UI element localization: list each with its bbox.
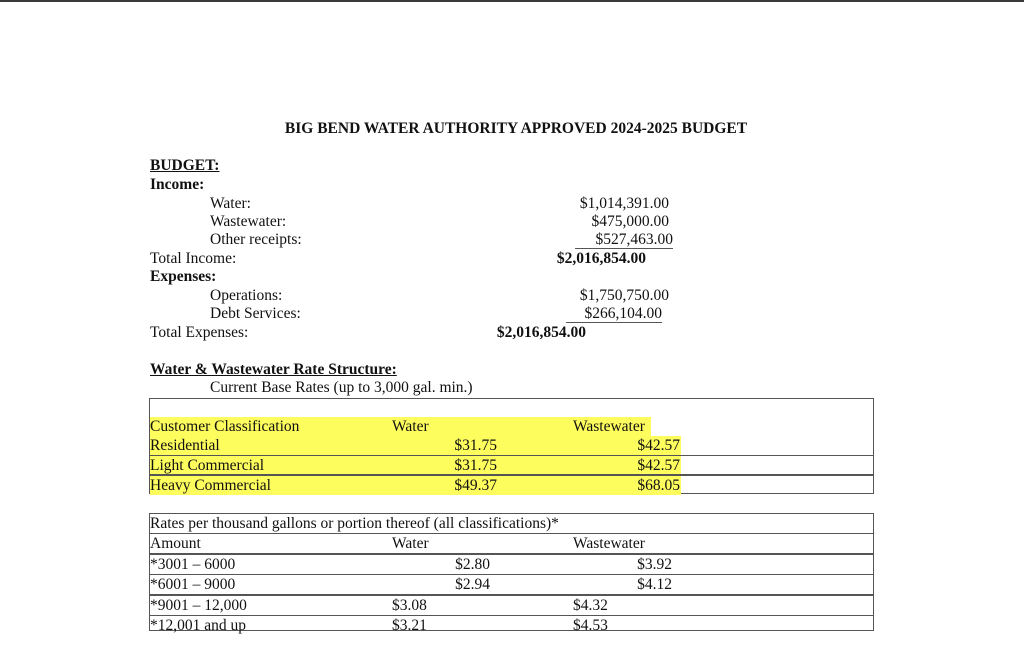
per-thousand-caption-row	[150, 514, 873, 533]
rate-structure-heading: Water & Wastewater Rate Structure:	[150, 361, 397, 378]
water-rate-cell: $3.08	[392, 597, 427, 614]
water-rate-cell: $31.75	[454, 437, 497, 454]
budget-heading: BUDGET:	[150, 157, 220, 174]
total-expenses-amount: $2,016,854.00	[496, 324, 586, 341]
base-rates-header-row	[150, 417, 873, 436]
amount-cell: *6001 – 9000	[150, 576, 236, 593]
water-rate-cell: $49.37	[454, 477, 497, 494]
page-top-border	[0, 0, 1024, 2]
water-rate-cell: $3.21	[392, 617, 427, 634]
income-wastewater-amount: $475,000.00	[591, 213, 669, 230]
header-customer-classification: Customer Classification	[150, 418, 300, 435]
water-rate-cell: $2.94	[455, 576, 490, 593]
header-amount: Amount	[150, 535, 201, 552]
total-expenses-label: Total Expenses:	[150, 324, 249, 341]
classification-cell: Residential	[150, 437, 220, 454]
per-thousand-rates-table	[149, 513, 874, 634]
income-wastewater-label: Wastewater:	[210, 213, 287, 230]
amount-cell: *3001 – 6000	[150, 556, 236, 573]
income-water-label: Water:	[210, 195, 251, 212]
table-row	[150, 436, 873, 455]
expense-operations-amount: $1,750,750.00	[579, 287, 669, 304]
wastewater-rate-cell: $4.12	[637, 576, 672, 593]
header-wastewater: Wastewater	[573, 535, 645, 552]
expense-debt-label: Debt Services:	[210, 305, 301, 322]
water-rate-cell: $31.75	[454, 457, 497, 474]
classification-cell: Heavy Commercial	[150, 477, 271, 494]
base-rates-table	[149, 398, 874, 494]
amount-cell: *12,001 and up	[150, 617, 247, 634]
wastewater-rate-cell: $42.57	[637, 437, 680, 454]
wastewater-rate-cell: $42.57	[637, 457, 680, 474]
total-income-amount: $2,016,854.00	[556, 250, 646, 267]
base-rates-subheading: Current Base Rates (up to 3,000 gal. min.)	[210, 379, 473, 396]
wastewater-rate-cell: $4.53	[573, 617, 608, 634]
water-rate-cell: $2.80	[455, 556, 490, 573]
header-water: Water	[392, 418, 429, 435]
table-row	[150, 456, 873, 475]
table-row	[150, 476, 873, 495]
income-other-label: Other receipts:	[210, 231, 302, 248]
header-water: Water	[392, 535, 429, 552]
wastewater-rate-cell: $4.32	[573, 597, 608, 614]
per-thousand-header-row	[150, 534, 873, 553]
document-title: BIG BEND WATER AUTHORITY APPROVED 2024-2025 BUDGET	[284, 120, 748, 137]
table-row	[150, 575, 873, 594]
table-row	[150, 555, 873, 574]
wastewater-rate-cell: $68.05	[637, 477, 680, 494]
per-thousand-caption: Rates per thousand gallons or portion thereof (all classifications)*	[150, 515, 559, 532]
classification-cell: Light Commercial	[150, 457, 265, 474]
income-heading: Income:	[150, 176, 205, 193]
expense-operations-label: Operations:	[210, 287, 283, 304]
amount-cell: *9001 – 12,000	[150, 597, 247, 614]
expenses-heading: Expenses:	[150, 268, 217, 285]
header-wastewater: Wastewater	[573, 418, 645, 435]
total-income-label: Total Income:	[150, 250, 237, 267]
income-water-amount: $1,014,391.00	[579, 195, 669, 212]
income-other-amount: $527,463.00	[575, 231, 673, 249]
expense-debt-amount: $266,104.00	[566, 305, 662, 323]
table-row	[150, 611, 873, 634]
wastewater-rate-cell: $3.92	[637, 556, 672, 573]
